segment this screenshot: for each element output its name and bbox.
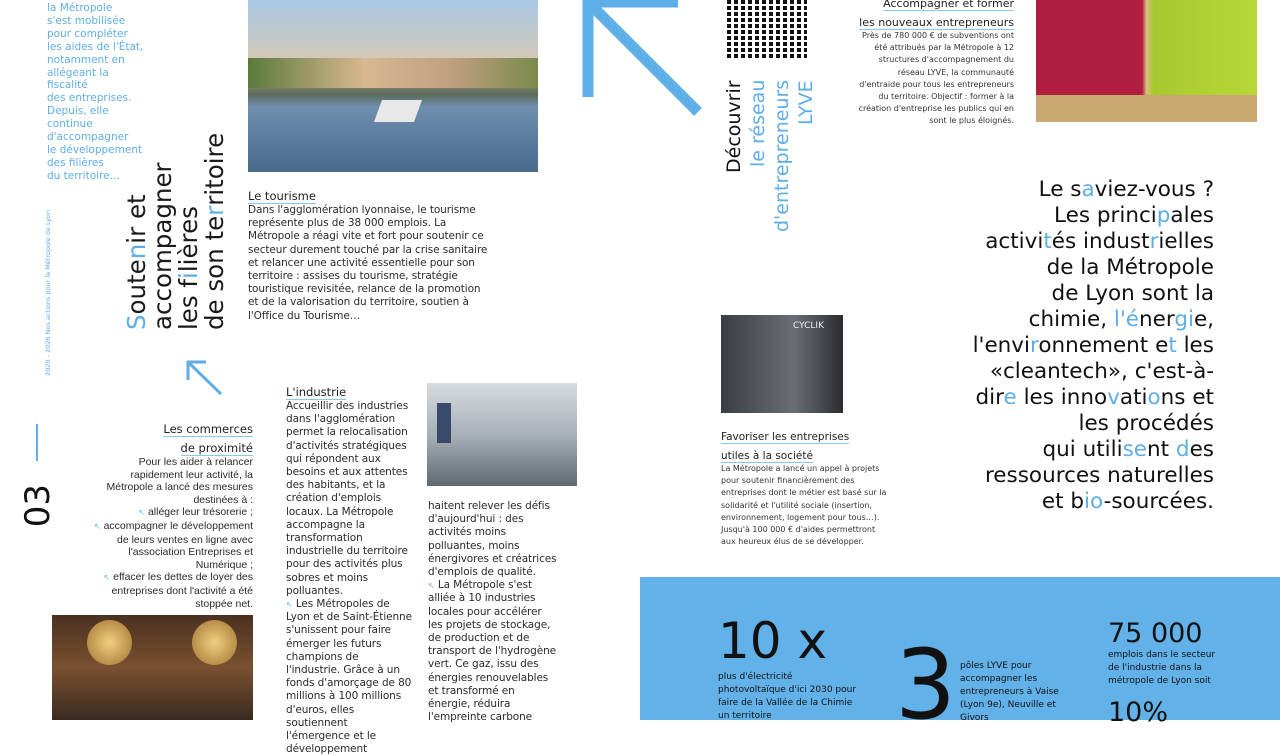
quote-highlight: v <box>1107 385 1120 410</box>
quote-text: les <box>1176 333 1214 358</box>
quote-text: viez-vous ? <box>1094 177 1214 202</box>
quote-text: dir <box>975 385 1004 410</box>
quote-highlight: d <box>1175 437 1190 462</box>
industry-title: L'industrie <box>286 385 347 399</box>
quote-text: et b <box>1041 489 1085 514</box>
office-photo <box>1036 0 1257 122</box>
stat-text: emplois dans le secteur de l'industrie dans la métropole de Lyon soit <box>1108 650 1216 686</box>
quote-text: -sourcées. <box>1103 489 1214 514</box>
industry-photo <box>427 383 577 486</box>
social-article <box>721 425 891 548</box>
commerce-title: Les commerces <box>163 422 253 436</box>
intro-line: la Métropole <box>47 2 113 14</box>
tourism-body: Dans l'agglomération lyonnaise, le tourisme représente plus de 38 000 emplois. La Métropole a réagi vite et fort pour soutenir ce secteur durement touché par la crise sanitaire et relancer une activité essentielle pour son territoire : assises du tourisme, stratégie touristique revisitée, relance de la promotion et de la valorisation du territoire, soutien à l'Office du Tourisme… <box>248 204 488 322</box>
industry-bullet-2: ↖ La Métropole s'est alliée à 10 industries locales pour accélérer les projets de stockage, de production et de transport de l'hydrogène vert. Ce gaz, issu des énergies renouvelables et transformé en énergie, réduira l'empreinte carbone <box>428 579 557 724</box>
intro-line: pour compléter <box>47 27 128 40</box>
industry-body-2: haitent relever les défis d'aujourd'hui : des activités moins polluantes, moins énergivores et créatrices d'emplois de qualité. <box>428 500 557 579</box>
quote-line <box>934 229 1214 255</box>
intro-line: du territoire… <box>47 169 121 182</box>
commerce-item: ↖ alléger leur trésorerie ; <box>138 506 253 519</box>
quote-highlight: r <box>1149 229 1159 254</box>
quote-highlight: e <box>1003 385 1017 410</box>
quote-text: ner <box>1138 307 1175 332</box>
quote-text: és indust <box>1051 229 1150 254</box>
intro-line: le développement <box>47 143 143 156</box>
quote-highlight: o <box>1147 385 1161 410</box>
social-title: Favoriser les entreprises <box>721 431 850 443</box>
large-arrow-icon <box>578 0 703 120</box>
quote-highlight: gi <box>1174 307 1194 332</box>
page-number: 03 <box>18 484 58 528</box>
stat-value: 3 <box>895 629 957 741</box>
quote-line <box>934 281 1214 307</box>
cyclik-sign: CYCLIK <box>793 321 824 331</box>
running-header: 2020 - 2026 Nos actions pour la Métropole de Lyon <box>44 210 52 376</box>
quote-line <box>934 385 1214 411</box>
cyclik-photo <box>721 315 843 413</box>
stat-10x <box>718 612 858 723</box>
section-title: Soutenir et accompagner les filières de son territoire <box>122 132 229 330</box>
quote-text: «cleantech», c'est-à- <box>989 359 1214 384</box>
quote-text: es <box>1189 437 1214 462</box>
commerce-item: ↖ accompagner le développement de leurs ventes en ligne avec l'association Entreprises et Numérique ; <box>93 519 253 571</box>
article-title: les nouveaux entrepreneurs <box>859 16 1014 29</box>
qr-code <box>727 0 807 58</box>
intro-line: d'accompagner <box>47 131 129 144</box>
new-entrepreneurs-article <box>856 0 1014 128</box>
commerce-title-2: de proximité <box>180 441 253 455</box>
commerce-intro: Pour les aider à relancer rapidement leur activité, la Métropole a lancé des mesures destinées à : <box>106 456 253 506</box>
quote-line <box>934 359 1214 385</box>
arrow-up-left-icon <box>184 358 224 398</box>
stat-value-2: 10% <box>1108 697 1169 728</box>
quote-text: ressources naturelles <box>984 463 1214 488</box>
quote-highlight: r <box>1030 333 1039 358</box>
stat-text: pôles LYVE pour accompagner les entrepreneurs à Vaise (Lyon 9e), Neuville et Givors <box>960 661 1059 723</box>
quote-line <box>934 255 1214 281</box>
quote-text: activi <box>985 229 1044 254</box>
quote-text: ati <box>1119 385 1148 410</box>
article-body: Près de 780 000 € de subventions ont été attribués par la Métropole à 12 structures d'accompagnement du réseau LYVE, la communauté d'entraide pour tous les entrepreneurs du territoire. Objectif : former à la création d'entreprise les publics qui en sont le plus éloignés. <box>858 31 1014 126</box>
quote-text: de la Métropole <box>1046 255 1214 280</box>
industry-article <box>286 381 414 756</box>
social-body: La Métropole a lancé un appel à projets pour soutenir financièrement des entreprises dont le métier est basé sur la solidarité et l'utilité sociale (insertion, environnement, logement pour tous…). Jusqu'à 100 000 € d'aides permettront aux heureux élus de se développer. <box>721 464 887 547</box>
stats-band <box>640 577 1280 741</box>
quote-highlight: t <box>1168 333 1177 358</box>
quote-line <box>934 437 1214 463</box>
quote-highlight: l'é <box>1113 307 1139 332</box>
quote-text: les inno <box>1016 385 1108 410</box>
industry-body: Accueillir des industries dans l'agglomération permet la relocalisation d'activités stratégiques qui répondent aux besoins et aux attentes des habitants, et la création d'emplois locaux. La Métropole accompagne la transformation industrielle du territoire pour des activités plus sobres et moins polluantes. <box>286 400 409 597</box>
industry-bullet: ↖ Les Métropoles de Lyon et de Saint-Étienne s'unissent pour faire émerger les futurs champions de l'industrie. Grâce à un fonds d'amorçage de 80 millions à 100 millions d'euros, elles soutiennent l'émergence et le développement <box>286 598 412 756</box>
quote-text: Les princi <box>1054 203 1157 228</box>
quote-line <box>934 489 1214 515</box>
commerce-article <box>86 418 253 610</box>
quote-text: qui utili <box>1042 437 1123 462</box>
quote-text: nt <box>1147 437 1176 462</box>
tourism-article <box>248 185 488 323</box>
quote-text: de Lyon sont la <box>1051 281 1214 306</box>
stat-75000 <box>1108 619 1228 728</box>
intro-line: des entreprises. <box>47 92 132 105</box>
did-you-know-quote <box>934 177 1214 515</box>
quote-highlight: a <box>1081 177 1095 202</box>
quote-highlight: io <box>1084 489 1104 514</box>
quote-text: onnement e <box>1038 333 1169 358</box>
quote-text: Le s <box>1038 177 1082 202</box>
quote-text: chimie, <box>1028 307 1114 332</box>
quote-text: e, <box>1193 307 1214 332</box>
quote-text: l'envi <box>972 333 1030 358</box>
tourism-title: Le tourisme <box>248 189 316 203</box>
lyve-link[interactable]: Découvrir le réseau d'entrepreneurs LYVE <box>723 80 817 233</box>
quote-text: ns et <box>1160 385 1214 410</box>
industry-article-col2 <box>428 500 558 724</box>
stat-text: plus d'électricité photovoltaïque d'ici 2030 pour faire de la Vallée de la Chimie un territoire <box>718 672 857 721</box>
intro-line: des filières <box>47 156 104 169</box>
social-title-2: utiles à la société <box>721 450 813 462</box>
quote-line <box>934 333 1214 359</box>
tourism-photo <box>248 0 538 172</box>
quote-highlight: p <box>1156 203 1171 228</box>
intro-line: les aides de l'État, <box>47 40 144 53</box>
commerce-item: ↖ effacer les dettes de loyer des entreprises dont l'activité a été stoppée net. <box>103 571 253 610</box>
stat-value: 75 000 <box>1108 618 1203 649</box>
quote-text: les procédés <box>1078 411 1214 436</box>
quote-line <box>934 203 1214 229</box>
quote-line <box>934 307 1214 333</box>
intro-line: s'est mobilisée <box>47 14 126 27</box>
quote-line <box>934 177 1214 203</box>
quote-line <box>934 411 1214 437</box>
quote-highlight: t <box>1043 229 1052 254</box>
intro-line: Depuis, elle continue <box>47 105 109 131</box>
stat-value: 10 x <box>718 612 828 670</box>
quote-text: ales <box>1170 203 1214 228</box>
quote-text: ielles <box>1158 229 1214 254</box>
quote-line <box>934 463 1214 489</box>
quote-highlight: se <box>1122 437 1148 462</box>
intro-line: notamment en <box>47 53 125 66</box>
intro-line: allégeant la fiscalité <box>47 66 109 92</box>
divider-line <box>36 424 38 461</box>
commerce-photo <box>52 615 253 720</box>
article-title-partial: Accompagner et former <box>883 0 1014 11</box>
